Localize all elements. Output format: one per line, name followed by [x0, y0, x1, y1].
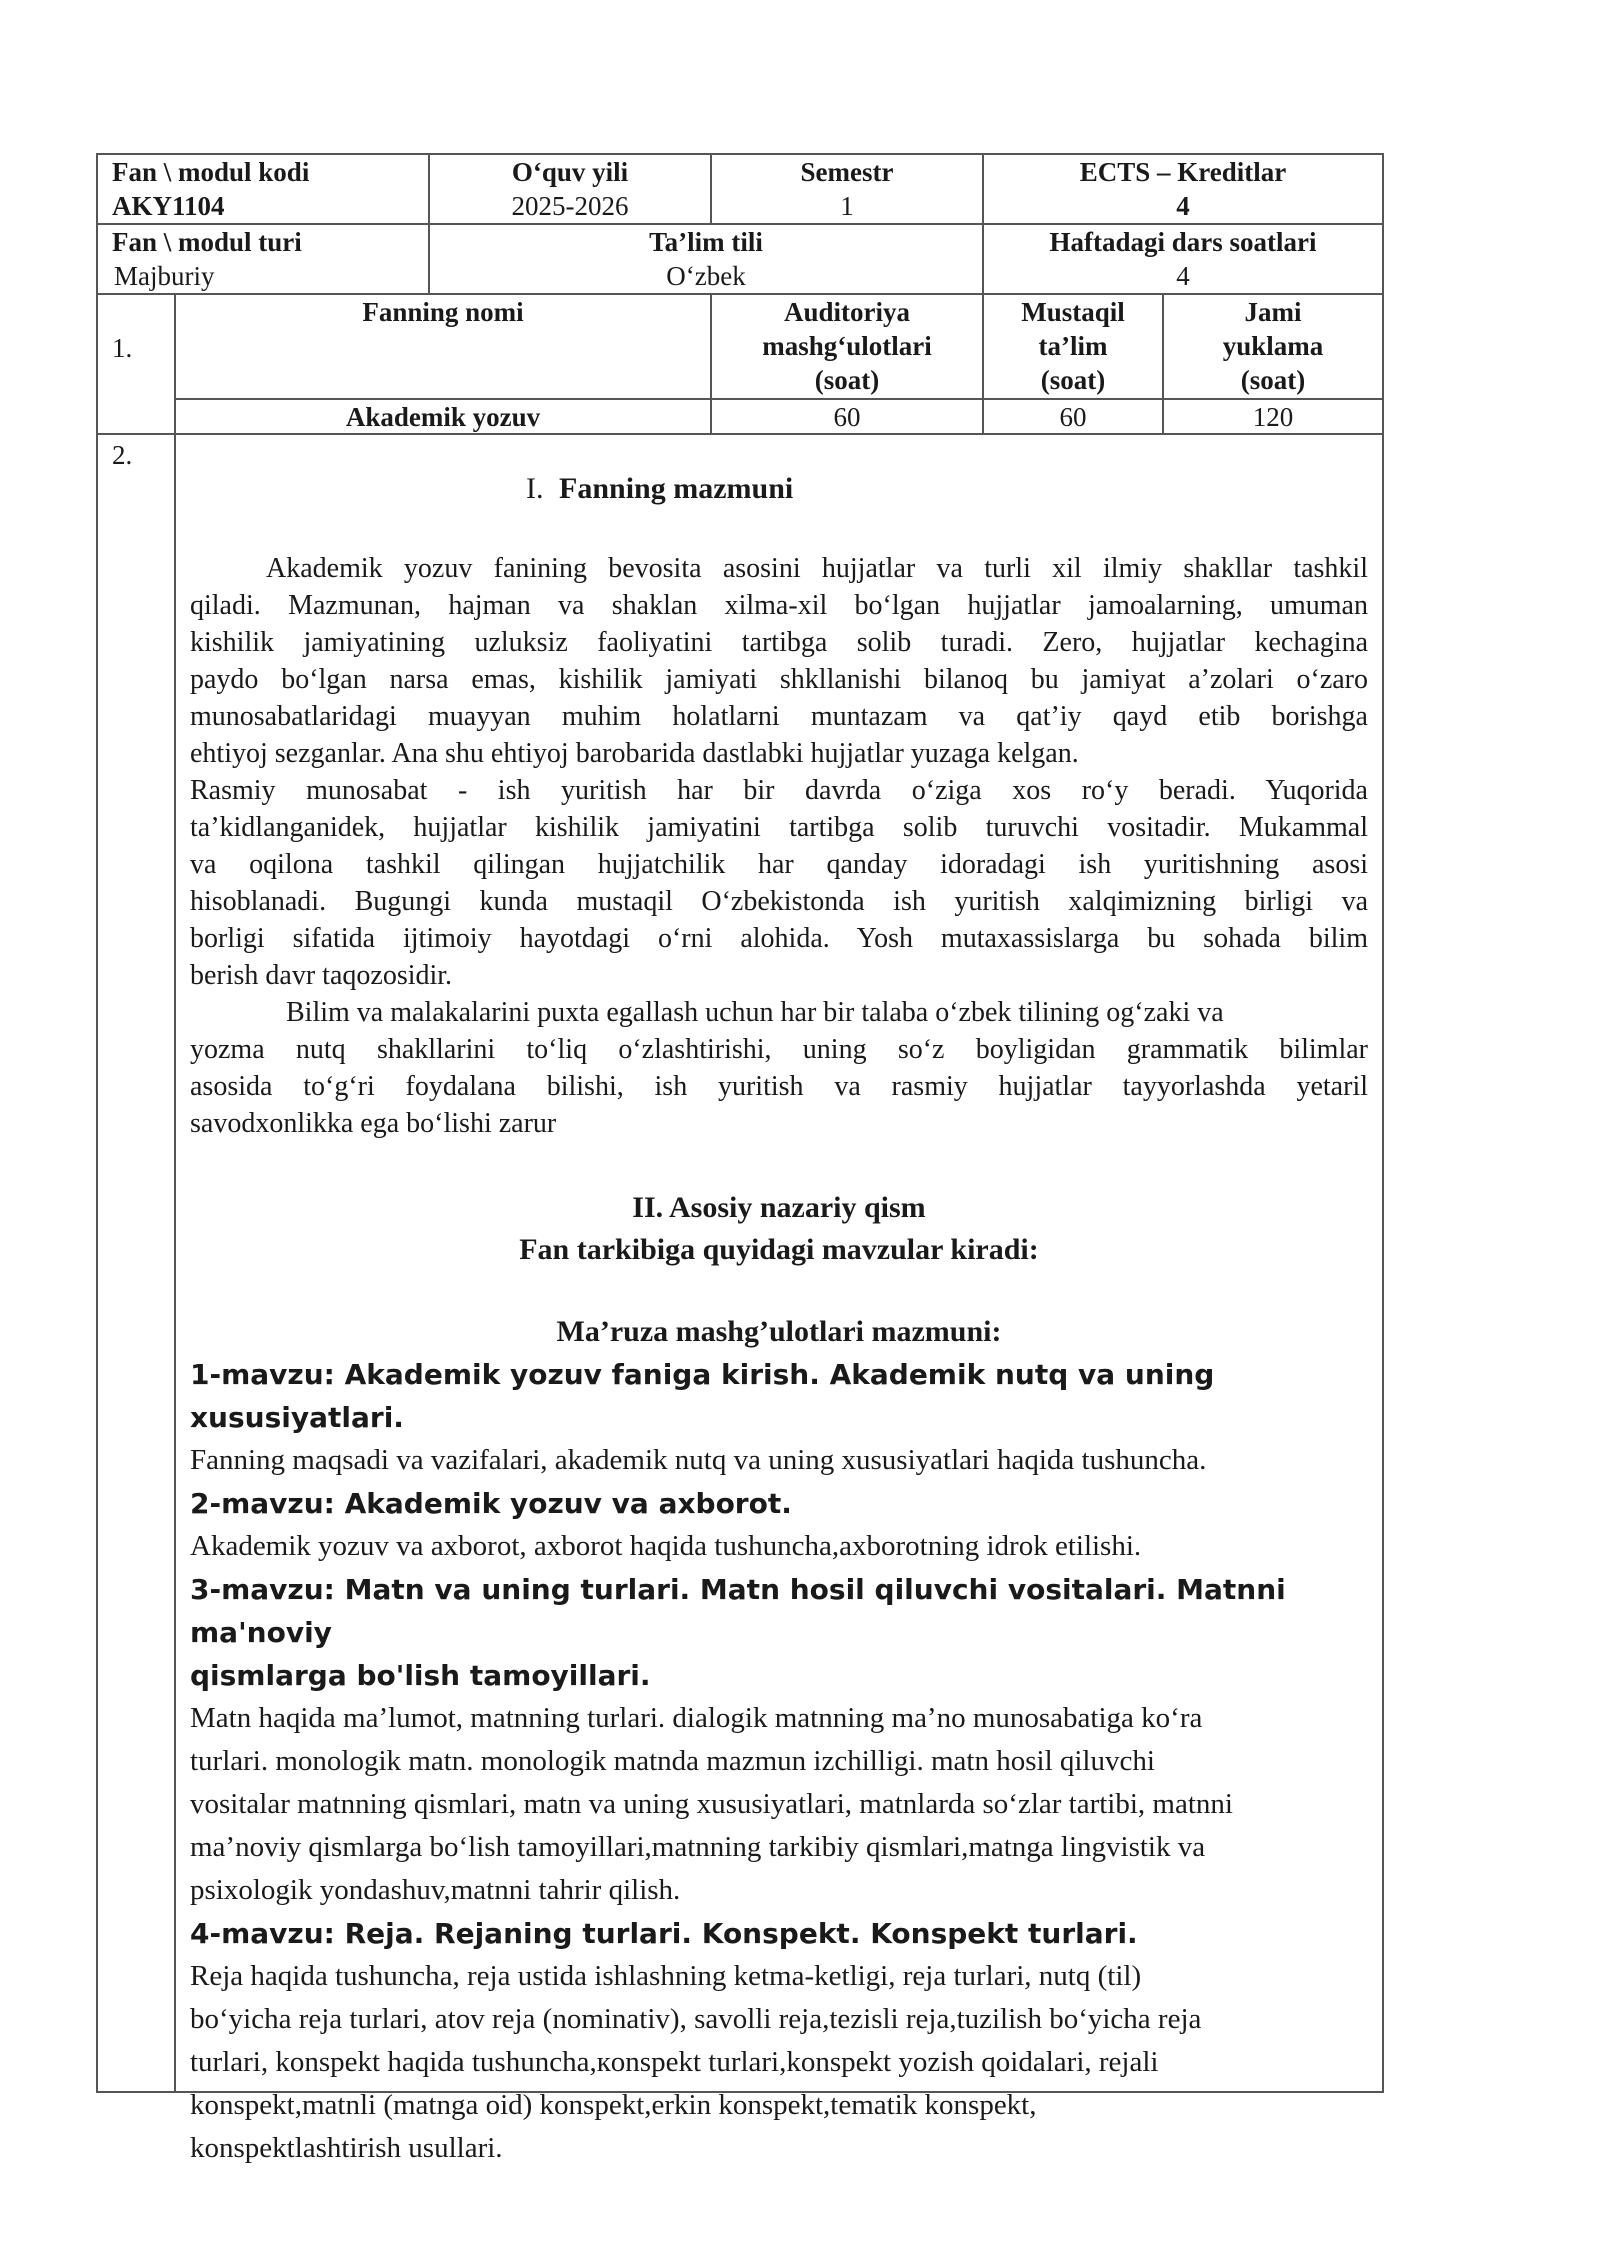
academic-year-value: 2025-2026: [511, 191, 629, 221]
topic-3-description-line: Matn haqida ma’lumot, matnning turlari. dialogik matnning ma’no munosabatiga ko‘ra: [190, 1702, 1203, 1734]
paragraph-1-line: munosabatlaridagi muayyan muhim holatlarni muntazam va qat’iy qayd etib borishga: [190, 701, 1368, 732]
paragraph-1-line: ehtiyoj sezganlar. Ana shu ehtiyoj barobarida dastlabki hujjatlar yuzaga kelgan.: [190, 738, 1079, 769]
topic-2-heading: 2-mavzu: Akademik yozuv va axborot.: [190, 1487, 792, 1520]
semester-label: Semestr: [800, 157, 894, 187]
paragraph-1-line: Akademik yozuv fanining bevosita asosini hujjatlar va turli xil ilmiy shakllar tashkil: [266, 553, 1368, 584]
row-number-1: 1.: [112, 333, 133, 363]
paragraph-2-line: va oqilona tashkil qilingan hujjatchilik har qanday idoradagi ish yuritishning asosi: [190, 849, 1368, 880]
auditorium-header-line1: Auditoriya: [783, 297, 910, 327]
module-code-value: AKY1104: [112, 191, 225, 221]
topic-3-description-line: psixologik yondashuv,matnni tahrir qilish.: [190, 1874, 681, 1906]
section1-title: [526, 470, 1126, 508]
topic-4-description-line: bo‘yicha reja turlari, atov reja (nominativ), savolli reja,tezisli reja,tuzilish bo‘yicha reja: [190, 2003, 1202, 2035]
auditorium-header-line2: mashg‘ulotlari: [762, 331, 932, 361]
topic-4-heading: 4-mavzu: Reja. Rejaning turlari. Konspekt. Konspekt turlari.: [190, 1917, 1138, 1950]
independent-header-line3: (soat): [1040, 365, 1106, 395]
topic-4-description-line: konspekt,matnli (matnga oid) konspekt,erkin konspekt,tematik konspekt,: [190, 2089, 1037, 2121]
lectures-title: Ma’ruza mashg’ulotlari mazmuni:: [556, 1315, 1002, 1348]
independent-hours-value: 60: [1059, 402, 1087, 432]
paragraph-3-line: Bilim va malakalarini puxta egallash uchun har bir talaba o‘zbek tilining og‘zaki va: [286, 997, 1224, 1028]
paragraph-1-line: kishilik jamiyatining uzluksiz faoliyatini tartibga solib turadi. Zero, hujjatlar kechagina: [190, 627, 1368, 658]
paragraph-1-line: qiladi. Mazmunan, hajman va shaklan xilma-xil bo‘lgan hujjatlar jamoalarning, umuman: [190, 590, 1368, 621]
paragraph-2-line: ta’kidlanganidek, hujjatlar kishilik jamiyatini tartibga solib turuvchi vositadir. Mukammal: [190, 812, 1368, 843]
paragraph-2-line: hisoblanadi. Bugungi kunda mustaqil O‘zbekistonda ish yuritish xalqimizning birligi va: [190, 886, 1368, 917]
section1-title-number: I.: [526, 472, 544, 505]
paragraph-2-line: berish davr taqozosidir.: [190, 960, 453, 991]
content-paragraph-2: [190, 772, 1368, 994]
language-value: O‘zbek: [666, 261, 746, 291]
topic-4-description-line: konspektlashtirish usullari.: [190, 2132, 503, 2164]
weekly-hours-value: 4: [1176, 261, 1190, 291]
independent-header-line1: Mustaqil: [1021, 297, 1125, 327]
ects-credits-value: 4: [1176, 191, 1190, 221]
topic-2: [190, 1482, 1380, 1568]
module-type-label: Fan \ modul turi: [112, 227, 302, 257]
topic-3-description-line: vositalar matnning qismlari, matn va uning xususiyatlari, matnlarda so‘zlar tartibi, matnni: [190, 1788, 1233, 1820]
academic-year-label: O‘quv yili: [511, 157, 629, 187]
content-paragraph-1: [190, 550, 1368, 772]
module-type-value: Majburiy: [114, 261, 215, 291]
topic-3-heading-line-2: qismlarga bo'lish tamoyillari.: [190, 1659, 651, 1692]
topic-1-heading: 1-mavzu: Akademik yozuv faniga kirish. Akademik nutq va uning xususiyatlari.: [190, 1358, 1215, 1434]
topic-1-description: Fanning maqsadi va vazifalari, akademik nutq va uning xususiyatlari haqida tushuncha.: [190, 1444, 1207, 1476]
topic-1: [190, 1353, 1380, 1482]
section1-title-text: Fanning mazmuni: [559, 472, 794, 505]
course-table: [96, 153, 1384, 2164]
total-header-line1: Jami: [1244, 297, 1302, 327]
weekly-hours-label: Haftadagi dars soatlari: [1049, 227, 1317, 257]
topic-3: [190, 1568, 1380, 1912]
language-label: Ta’lim tili: [649, 227, 763, 257]
subject-name-header: Fanning nomi: [362, 297, 524, 327]
module-code-label: Fan \ modul kodi: [112, 157, 310, 187]
section2-subtitle: Fan tarkibiga quyidagi mavzular kiradi:: [519, 1233, 1039, 1266]
auditorium-hours-value: 60: [833, 402, 861, 432]
topic-3-heading-line-1: 3-mavzu: Matn va uning turlari. Matn hosil qiluvchi vositalari. Matnni ma'noviy: [190, 1573, 1286, 1649]
independent-header-line2: ta’lim: [1038, 331, 1108, 361]
topics-list: [190, 1353, 1380, 2170]
topic-4-description-line: turlari, konspekt haqida tushuncha,кonspekt turlari,konspekt yozish qoidalari, rejali: [190, 2046, 1159, 2078]
topic-4-description-line: Reja haqida tushuncha, reja ustida ishlashning ketma-ketligi, reja turlari, nutq (til): [190, 1960, 1142, 1992]
row-number-2: 2.: [112, 440, 133, 470]
section2-title: II. Asosiy nazariy qism: [632, 1191, 926, 1224]
paragraph-3-line: asosida to‘g‘ri foydalana bilishi, ish yuritish va rasmiy hujjatlar tayyorlashda yetaril: [190, 1071, 1368, 1102]
paragraph-1-line: paydo bo‘lgan narsa emas, kishilik jamiyati shkllanishi bilanoq bu jamiyat a’zolari o‘zaro: [190, 664, 1368, 695]
total-header-line2: yuklama: [1222, 331, 1324, 361]
content-paragraph-3: [190, 994, 1368, 1142]
auditorium-header-line3: (soat): [814, 365, 880, 395]
topic-4: [190, 1912, 1380, 2170]
paragraph-2-line: Rasmiy munosabat - ish yuritish har bir davrda o‘ziga xos ro‘y beradi. Yuqorida: [190, 775, 1368, 806]
topic-3-description-line: ma’noviy qismlarga bo‘lish tamoyillari,matnning tarkibiy qismlari,matnga lingvistik va: [190, 1831, 1206, 1863]
total-header-line3: (soat): [1240, 365, 1306, 395]
paragraph-3-line: savodxonlikka ega bo‘lishi zarur: [190, 1108, 557, 1139]
paragraph-3-line: yozma nutq shakllarini to‘liq o‘zlashtirishi, uning so‘z boyligidan grammatik bilimlar: [190, 1034, 1368, 1065]
topic-2-description: Akademik yozuv va axborot, axborot haqida tushuncha,axborotning idrok etilishi.: [190, 1530, 1142, 1562]
semester-value: 1: [840, 191, 854, 221]
subject-name-value: Akademik yozuv: [345, 402, 541, 432]
topic-3-description-line: turlari. monologik matn. monologik matnda mazmun izchilligi. matn hosil qiluvchi: [190, 1745, 1155, 1777]
total-hours-value: 120: [1252, 402, 1294, 432]
ects-credits-label: ECTS – Kreditlar: [1079, 157, 1287, 187]
paragraph-2-line: borligi sifatida ijtimoiy hayotdagi o‘rni alohida. Yosh mutaxassislarga bu sohada bilim: [190, 923, 1368, 954]
